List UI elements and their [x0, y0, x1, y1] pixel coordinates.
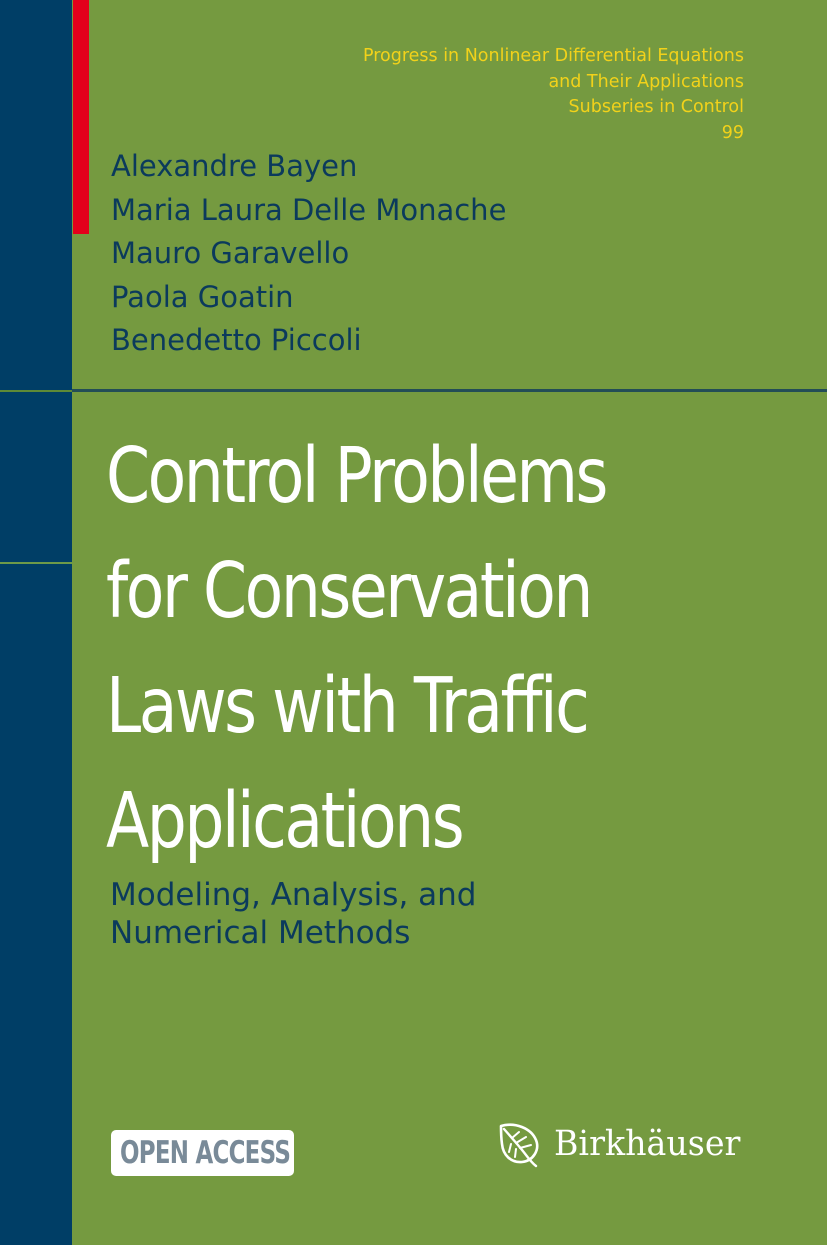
series-line: Progress in Nonlinear Differential Equations	[362, 46, 744, 66]
leaf-logo-icon	[497, 1120, 541, 1168]
series-title	[184, 44, 744, 146]
divider-line	[72, 389, 827, 392]
series-line: Subseries in Control	[568, 97, 744, 117]
author-name: Benedetto Piccoli	[111, 323, 362, 357]
open-access-label: OPEN ACCESS	[120, 1135, 291, 1171]
subtitle-line: Modeling, Analysis, and	[110, 877, 477, 913]
publisher-logo	[497, 1118, 767, 1170]
author-name: Paola Goatin	[111, 279, 294, 314]
title-line: for Conservation	[106, 547, 591, 636]
book-subtitle	[110, 876, 476, 952]
author-list	[111, 145, 506, 363]
spine-divider-line	[0, 562, 72, 564]
open-access-badge	[111, 1130, 294, 1176]
author-name: Alexandre Bayen	[111, 149, 358, 183]
publisher-name: Birkhäuser	[554, 1124, 741, 1164]
author-name: Mauro Garavello	[111, 236, 350, 270]
title-line: Control Problems	[106, 432, 606, 521]
subtitle-line: Numerical Methods	[110, 915, 411, 951]
author-name: Maria Laura Delle Monache	[111, 192, 507, 227]
book-title	[106, 419, 680, 879]
series-line: and Their Applications	[548, 71, 744, 92]
series-volume: 99	[721, 122, 744, 143]
red-accent-bar	[73, 0, 89, 234]
title-line: Laws with Traffic	[106, 662, 588, 751]
spine-bar	[0, 0, 72, 1245]
title-line: Applications	[106, 777, 463, 866]
